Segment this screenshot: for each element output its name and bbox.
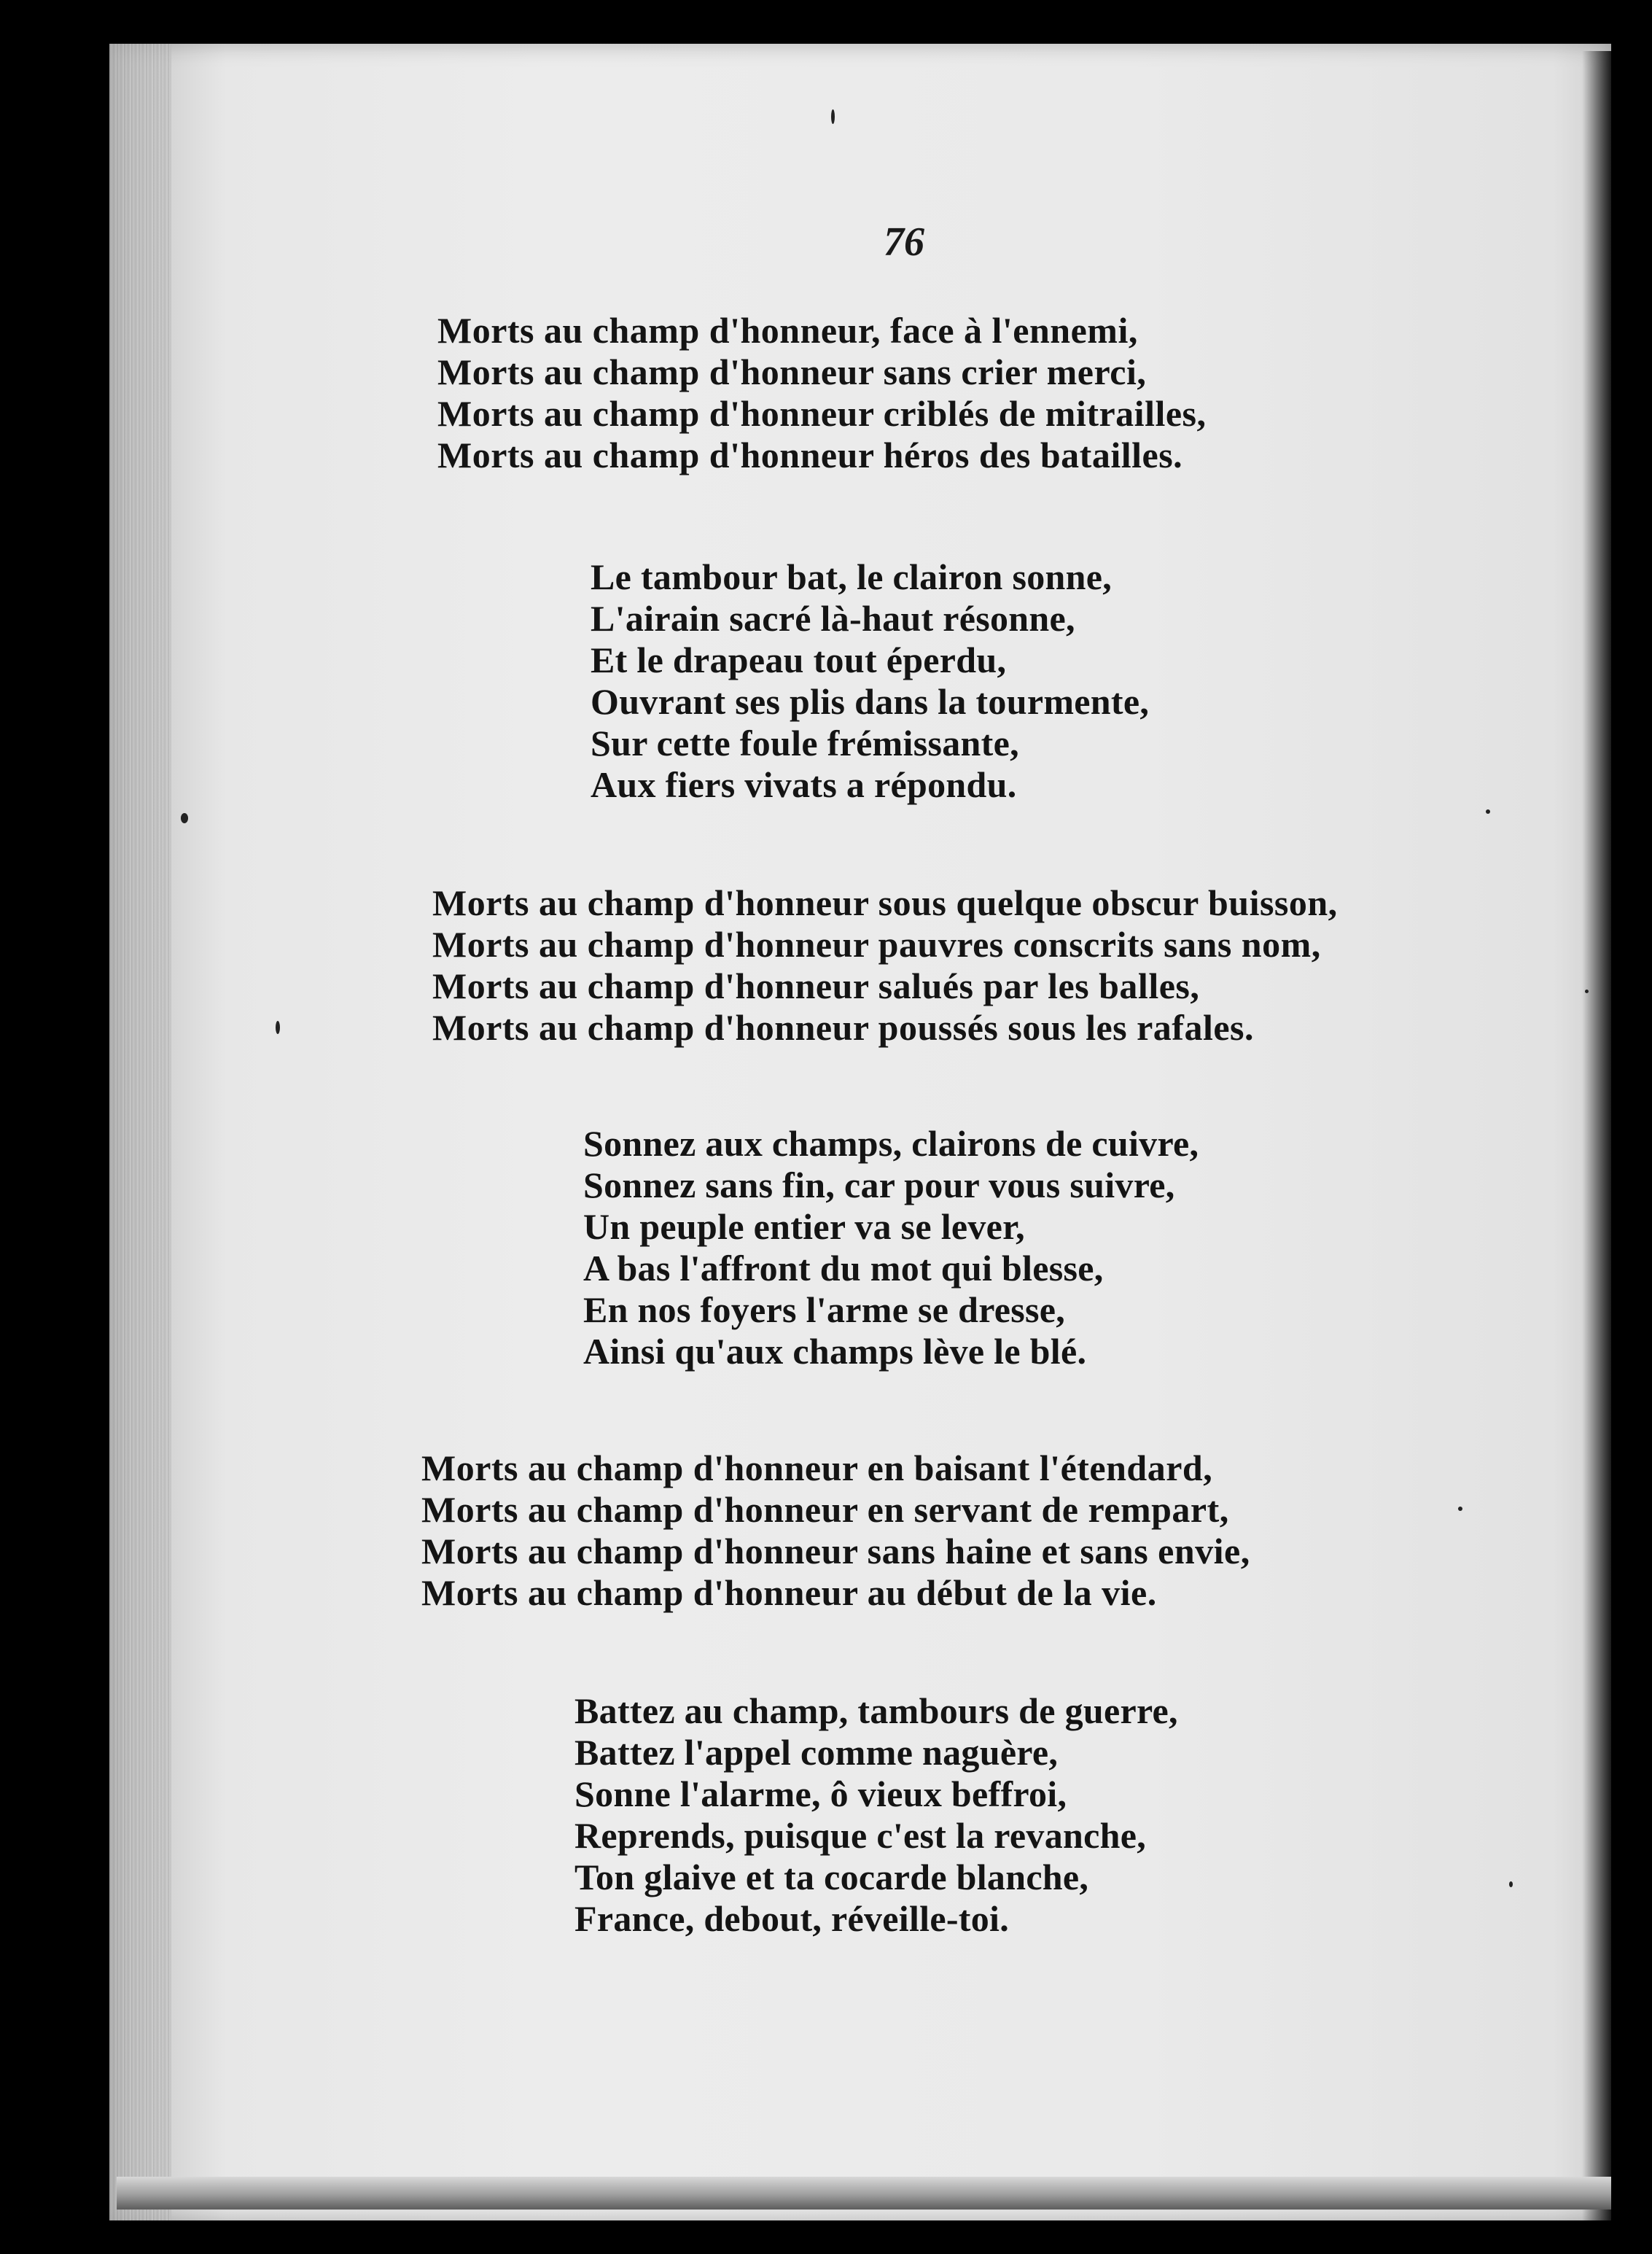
stanza-couplet xyxy=(591,556,1149,806)
page-edge-left xyxy=(109,44,171,2220)
verse-line: Morts au champ d'honneur sans crier merci, xyxy=(437,351,1147,392)
scan-speck xyxy=(181,813,188,823)
verse-line: L'airain sacré là-haut résonne, xyxy=(591,598,1075,639)
verse-line: En nos foyers l'arme se dresse, xyxy=(583,1289,1066,1330)
verse-line: Ainsi qu'aux champs lève le blé. xyxy=(583,1331,1087,1372)
verse-line: Ton glaive et ta cocarde blanche, xyxy=(574,1857,1089,1897)
scan-speck xyxy=(1585,990,1589,993)
scan-speck xyxy=(1486,809,1490,814)
verse-line: Aux fiers vivats a répondu. xyxy=(591,764,1017,805)
verse-line: Ouvrant ses plis dans la tourmente, xyxy=(591,681,1150,722)
page-number: 76 xyxy=(884,219,924,265)
verse-line: Reprends, puisque c'est la revanche, xyxy=(574,1815,1146,1856)
verse-line: Morts au champ d'honneur héros des batailles. xyxy=(437,435,1183,475)
verse-line: Morts au champ d'honneur en baisant l'étendard, xyxy=(421,1447,1213,1488)
verse-line: Morts au champ d'honneur en servant de rempart, xyxy=(421,1489,1229,1530)
verse-line: Sonnez sans fin, car pour vous suivre, xyxy=(583,1165,1175,1205)
stanza-couplet xyxy=(574,1690,1178,1940)
verse-line: Morts au champ d'honneur, face à l'ennemi, xyxy=(437,310,1138,351)
verse-line: Morts au champ d'honneur au début de la vie. xyxy=(421,1572,1157,1613)
stanza-couplet xyxy=(583,1123,1199,1372)
verse-line: Sonne l'alarme, ô vieux beffroi, xyxy=(574,1773,1067,1814)
verse-line: Battez au champ, tambours de guerre, xyxy=(574,1690,1178,1731)
verse-line: Battez l'appel comme naguère, xyxy=(574,1732,1059,1773)
verse-line: Morts au champ d'honneur sous quelque obscur buisson, xyxy=(432,882,1338,923)
verse-line: Morts au champ d'honneur sans haine et sans envie, xyxy=(421,1531,1250,1571)
verse-line: Morts au champ d'honneur poussés sous les rafales. xyxy=(432,1007,1255,1048)
verse-line: Un peuple entier va se lever, xyxy=(583,1206,1025,1247)
verse-line: Morts au champ d'honneur criblés de mitrailles, xyxy=(437,393,1207,434)
scan-speck xyxy=(276,1021,280,1034)
verse-line: Sonnez aux champs, clairons de cuivre, xyxy=(583,1123,1199,1164)
scan-speck xyxy=(831,109,835,124)
page-bottom-edge xyxy=(117,2177,1611,2210)
scan-speck xyxy=(1458,1507,1462,1511)
verse-line: Morts au champ d'honneur pauvres conscrits sans nom, xyxy=(432,924,1321,965)
verse-line: A bas l'affront du mot qui blesse, xyxy=(583,1248,1104,1289)
verse-line: Et le drapeau tout éperdu, xyxy=(591,640,1007,680)
verse-line: Le tambour bat, le clairon sonne, xyxy=(591,556,1113,597)
binding-shadow xyxy=(1582,51,1626,2254)
stanza-refrain xyxy=(432,882,1338,1049)
verse-line: France, debout, réveille-toi. xyxy=(574,1898,1010,1939)
verse-line: Morts au champ d'honneur salués par les balles, xyxy=(432,965,1200,1006)
stanza-refrain xyxy=(437,310,1207,476)
verse-line: Sur cette foule frémissante, xyxy=(591,723,1019,763)
scan-speck xyxy=(1509,1881,1513,1887)
stanza-refrain xyxy=(421,1447,1250,1614)
